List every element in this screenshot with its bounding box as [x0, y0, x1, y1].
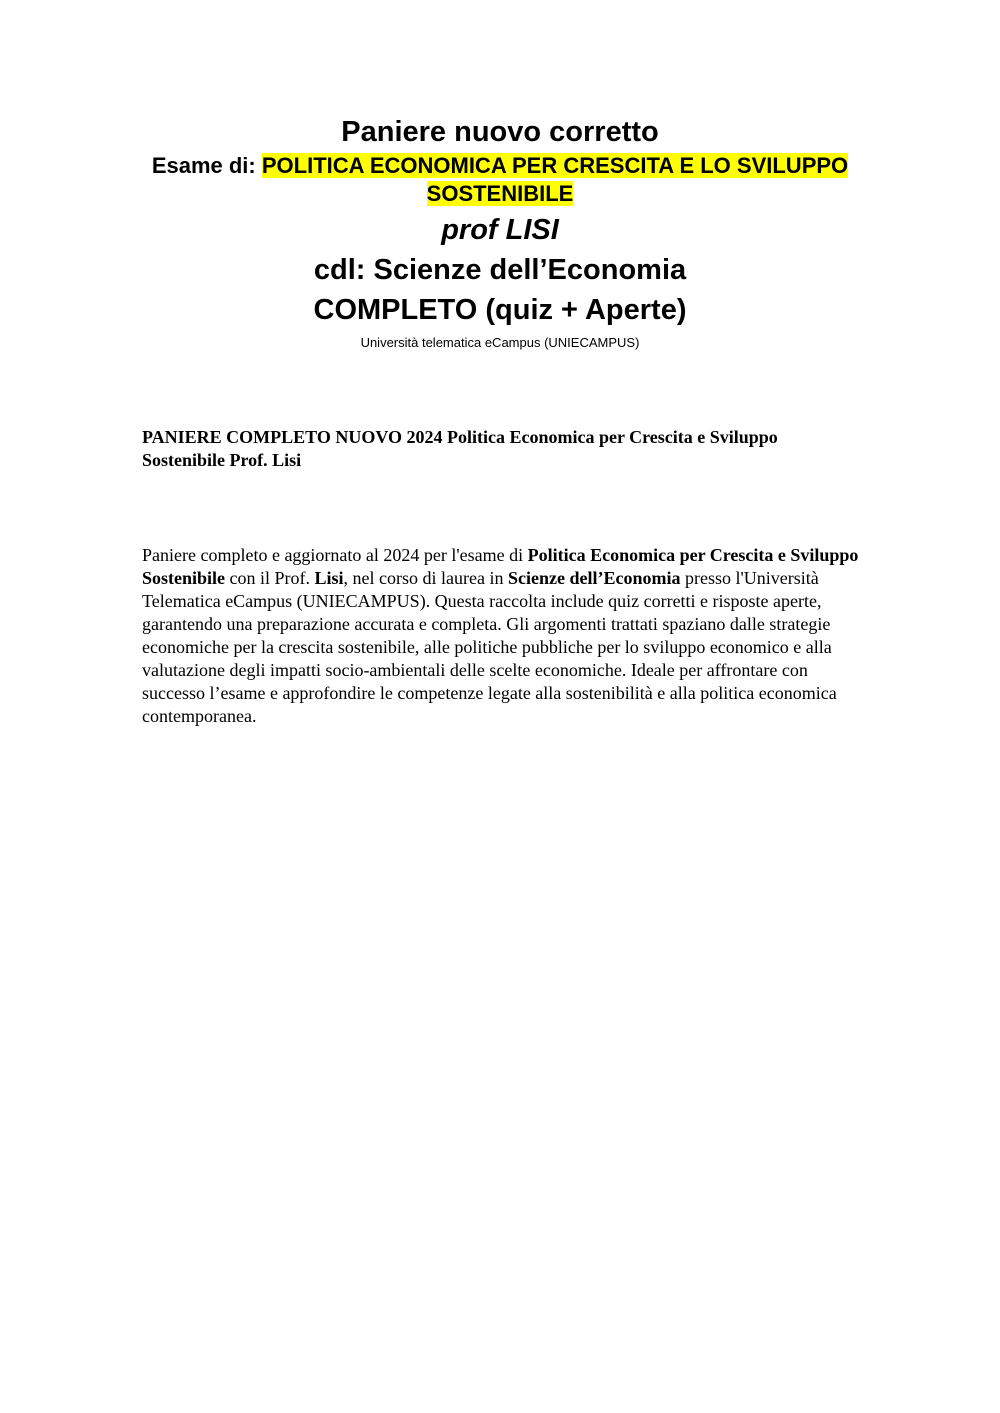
- exam-name-highlight: POLITICA ECONOMICA PER CRESCITA E LO SVILUPPO SOSTENIBILE: [261, 153, 849, 206]
- body-text-2: con il Prof.: [225, 568, 315, 588]
- university-name: Università telematica eCampus (UNIECAMPUS): [360, 335, 640, 350]
- document-header: [0, 112, 1000, 352]
- exam-line: [0, 152, 1000, 208]
- description-paragraph: [142, 544, 862, 728]
- body-text-1: Paniere completo e aggiornato al 2024 per l'esame di: [142, 545, 528, 565]
- exam-prefix: Esame di:: [151, 153, 262, 178]
- professor-name: prof LISI: [441, 214, 559, 246]
- body-bold-professor: Lisi: [314, 568, 344, 588]
- body-text-4: presso l'Università Telematica eCampus (UNIECAMPUS). Questa raccolta include quiz corretti e risposte aperte, garantendo una preparazione accurata e completa. Gli argomenti trattati spaziano dalle strategie economiche per la crescita sostenibile, alle politiche pubbliche per lo sviluppo economico e alla valutazione degli impatti socio-ambientali delle scelte economiche. Ideale per affrontare con successo l’esame e approfondire le competenze legate alla sostenibilità e alla politica economica contemporanea.: [142, 568, 837, 726]
- body-bold-course-title: Politica Economica per Crescita e Sviluppo Sostenibile: [142, 545, 859, 588]
- document-title: Paniere nuovo corretto: [341, 116, 659, 148]
- completeness-note: COMPLETO (quiz + Aperte): [313, 294, 687, 326]
- course-name: cdl: Scienze dell’Economia: [313, 254, 687, 286]
- body-bold-degree: Scienze dell’Economia: [507, 568, 681, 588]
- body-text-3: , nel corso di laurea in: [343, 568, 508, 588]
- section-heading: PANIERE COMPLETO NUOVO 2024 Politica Economica per Crescita e Sviluppo Sostenibile Prof. Lisi: [142, 427, 778, 470]
